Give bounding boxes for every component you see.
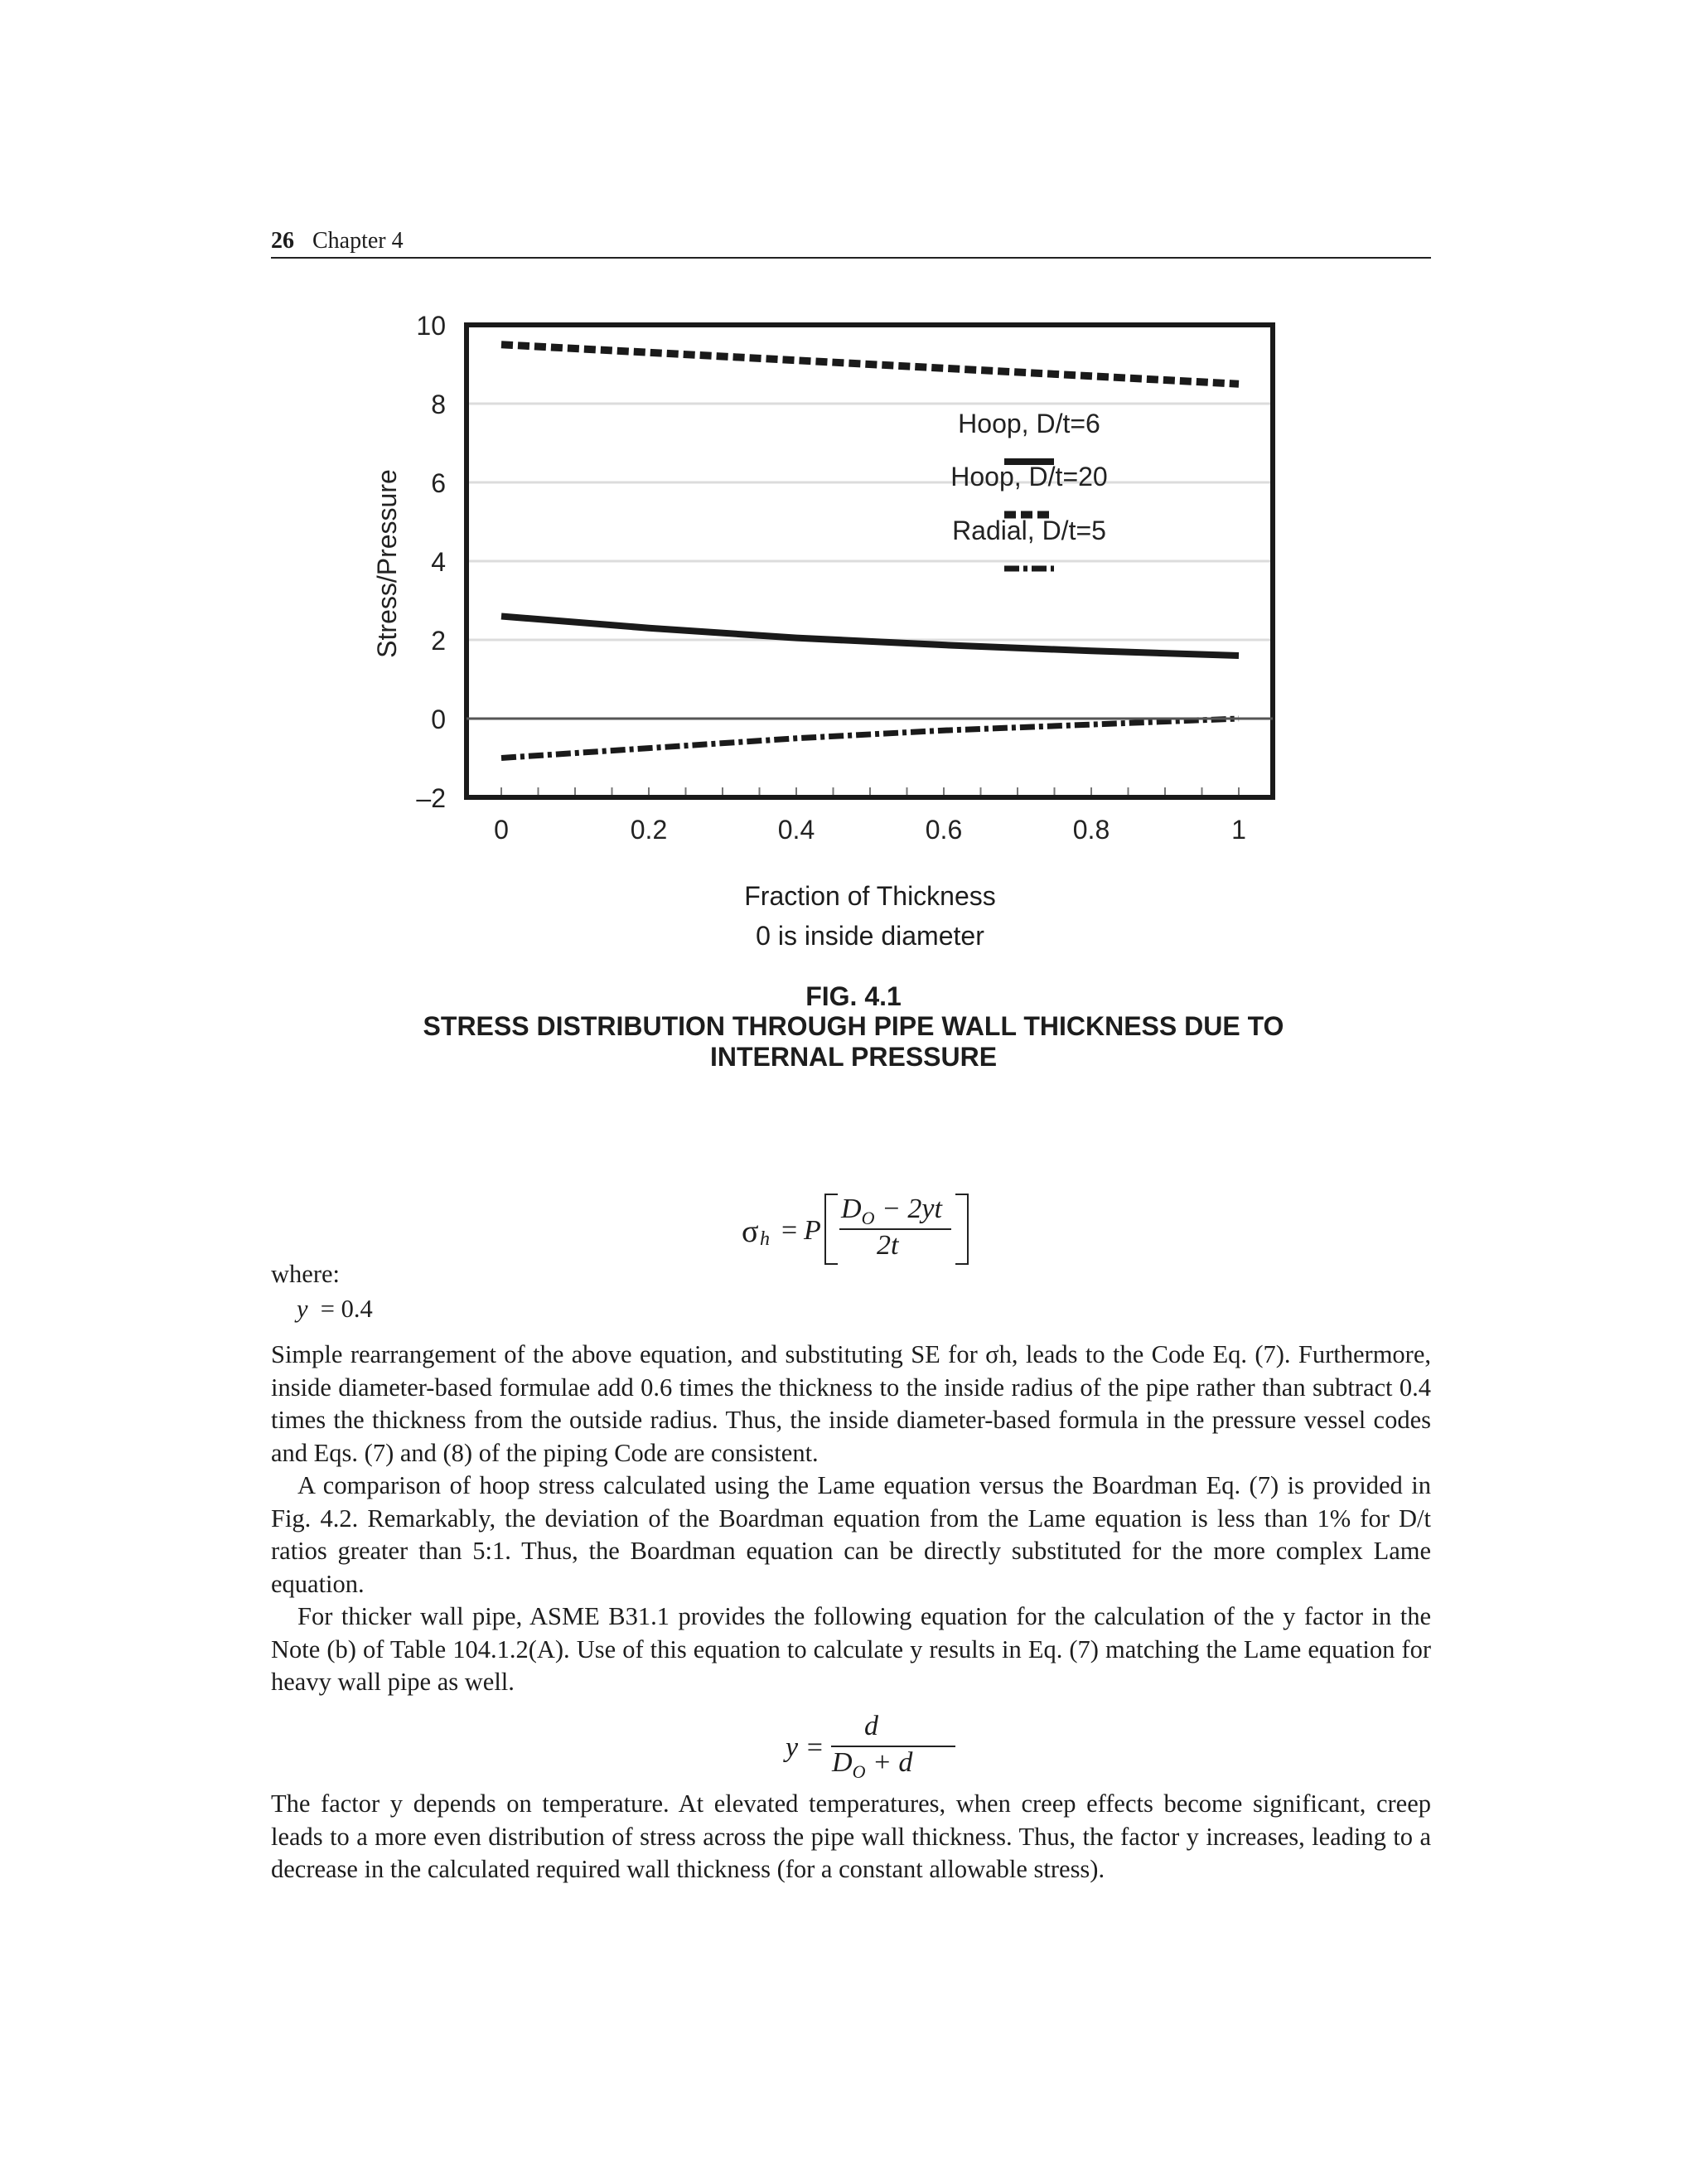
chart-series (501, 345, 1239, 758)
y-axis-label: Stress/Pressure (372, 469, 402, 658)
y-value: = 0.4 (320, 1295, 373, 1323)
series-line-1 (501, 617, 1239, 656)
eq1-p: P (804, 1215, 821, 1246)
y-tick-label: 0 (431, 705, 446, 734)
y-tick-label: –2 (416, 783, 446, 813)
where-label: where: (271, 1260, 340, 1288)
eq1-sigma-sub: h (760, 1228, 770, 1250)
eq1-left-bracket (824, 1194, 838, 1265)
eq2-numerator: d (864, 1711, 878, 1741)
y-tick-label: 10 (416, 311, 446, 341)
paragraph-4: The factor y depends on temperature. At elevated temperatures, when creep effects become significant, creep leads to a more even distribution of stress across the pipe wall thickness. Thus, the factor y increases, leading to a decrease in the calculated required wall thickness (for a constant allowable stress). (271, 1789, 1431, 1883)
eq1-num-d: D (841, 1194, 862, 1224)
eq1-denominator: 2t (877, 1230, 899, 1261)
paragraph-1: Simple rearrangement of the above equation, and substituting SE for σh, leads to the Code Eq. (7). Furthermore, inside diameter-based formulae add 0.6 times the thickness to the inside radius of the pipe rather than subtract 0.4 times the thickness from the outside radius. Thus, the inside diameter-based formula in the pressure vessel codes and Eqs. (7) and (8) of the piping Code are consistent. (271, 1340, 1431, 1467)
figure-title-line1: STRESS DISTRIBUTION THROUGH PIPE WALL THICKNESS DUE TO (423, 1011, 1284, 1041)
figure-title-line2: INTERNAL PRESSURE (709, 1042, 998, 1072)
hoop-stress-equation (742, 1194, 974, 1268)
eq2-den-rest: + d (865, 1747, 913, 1778)
y-var: y (297, 1295, 308, 1323)
legend-label: Hoop, D/t=6 (958, 409, 1100, 438)
x-tick-label: 0.4 (777, 815, 815, 845)
eq1-num-rest: − 2yt (874, 1194, 942, 1224)
eq2-den-sub: O (852, 1760, 866, 1782)
x-tick-labels (494, 815, 1246, 845)
body-text-bottom (271, 1788, 1431, 1886)
x-tick-label: 0.2 (630, 815, 668, 845)
legend-label: Hoop, D/t=20 (950, 462, 1108, 492)
eq1-numerator (841, 1194, 942, 1229)
eq2-denominator (832, 1747, 912, 1783)
y-factor-equation (786, 1711, 918, 1785)
chart-legend (950, 409, 1107, 569)
y-tick-label: 6 (431, 468, 446, 498)
y-tick-label: 8 (431, 390, 446, 419)
y-tick-label: 2 (431, 626, 446, 656)
stress-distribution-chart (0, 0, 1697, 845)
x-tick-label: 0.8 (1072, 815, 1110, 845)
eq2-den-d: D (832, 1747, 853, 1778)
legend-label: Radial, D/t=5 (952, 516, 1106, 545)
y-tick-label: 4 (431, 547, 446, 577)
series-line-2 (501, 345, 1239, 385)
eq1-equals-p: = (781, 1215, 798, 1246)
series-line-3 (501, 719, 1239, 758)
chapter-label: Chapter 4 (312, 228, 404, 254)
body-text-top (271, 1339, 1431, 1699)
figure-label: FIG. 4.1 (805, 981, 902, 1011)
page-number: 26 (271, 228, 294, 254)
paragraph-3: For thicker wall pipe, ASME B31.1 provides the following equation for the calculation of the y factor in the Note (b) of Table 104.1.2(A). Use of this equation to calculate y results in Eq. (7) matching the Lame equation for heavy wall pipe as well. (271, 1602, 1431, 1696)
x-tick-label: 0 (494, 815, 509, 845)
x-axis-sublabel: 0 is inside diameter (756, 921, 984, 951)
eq1-num-sub: O (861, 1207, 875, 1228)
eq2-lhs: y = (786, 1732, 824, 1763)
x-tick-label: 1 (1231, 815, 1246, 845)
y-definition (297, 1295, 373, 1324)
x-axis-label: Fraction of Thickness (744, 881, 996, 911)
eq1-sigma: σ (742, 1214, 759, 1249)
y-tick-labels (416, 311, 446, 813)
eq1-right-bracket (955, 1194, 969, 1265)
paragraph-2: A comparison of hoop stress calculated using the Lame equation versus the Boardman Eq. (7) is provided in Fig. 4.2. Remarkably, the deviation of the Boardman equation from the Lame equation is less than 1% for D/t ratios greater than 5:1. Thus, the Boardman equation can be directly substituted for the more complex Lame equation. (271, 1471, 1431, 1598)
x-tick-label: 0.6 (925, 815, 963, 845)
